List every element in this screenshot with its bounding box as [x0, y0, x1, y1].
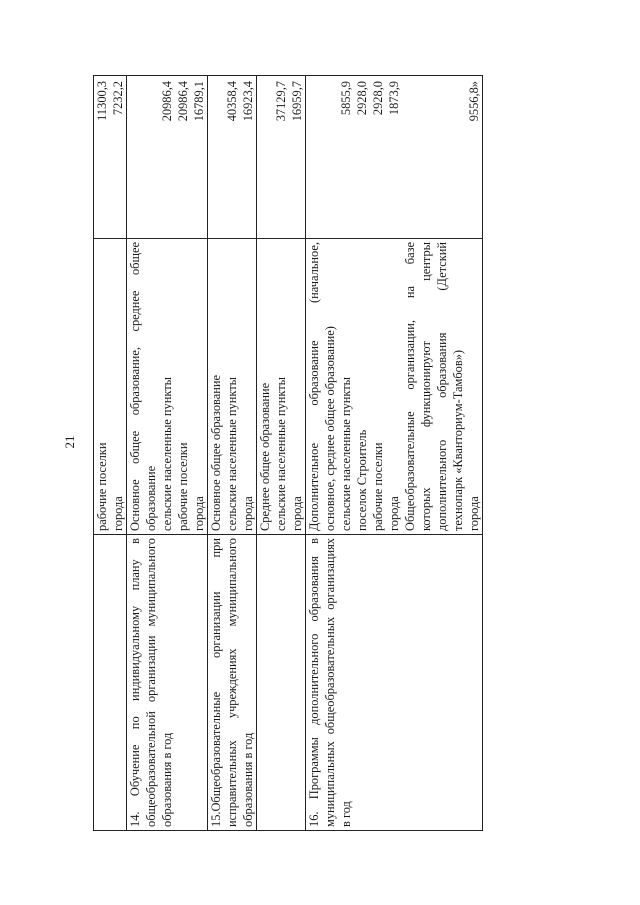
indicator-cell [208, 535, 257, 831]
text-line: 14. Обучение по индивидуальному плану в [128, 538, 142, 827]
text-line: города [290, 496, 304, 531]
category-cell [306, 239, 483, 535]
value-line: 11300,3 [95, 81, 109, 121]
table-row [306, 76, 483, 831]
table-row [257, 76, 306, 831]
value-cell [306, 76, 483, 239]
rotated-table-container [93, 76, 480, 831]
value-line [143, 79, 159, 235]
indicator-cell [127, 535, 208, 831]
indicator-cell [257, 535, 306, 831]
value-line: 16923,4 [241, 81, 255, 122]
text-line: образования в год [241, 732, 255, 827]
text-line: рабочие поселки [176, 442, 190, 531]
table-row [94, 76, 127, 831]
text-line: города [467, 496, 481, 531]
text-line: города [387, 496, 401, 531]
value-line [450, 79, 466, 235]
value-line [322, 79, 338, 235]
text-line: города [241, 496, 255, 531]
text-line: 16. Программы дополнительного образования в [307, 538, 321, 827]
text-line: рабочие поселки [95, 442, 109, 531]
text-line: в год [339, 801, 353, 827]
text-line: дополнительного образования (Детский [435, 242, 449, 531]
value-line: 40358,4 [225, 81, 239, 122]
value-line: 20986,4 [160, 81, 174, 122]
text-line: 15.Общеобразовательные организации при [209, 538, 223, 827]
value-line: 7232,2 [111, 81, 125, 116]
value-line [208, 79, 224, 235]
value-line: 20986,4 [176, 81, 190, 122]
category-cell [257, 239, 306, 535]
text-line: сельские населенные пункты [339, 377, 353, 531]
value-cell [127, 76, 208, 239]
value-cell [94, 76, 127, 239]
tariff-table [93, 75, 483, 831]
text-line: Общеобразовательные организации, на базе [403, 242, 417, 531]
value-line [418, 79, 434, 235]
value-cell [208, 76, 257, 239]
value-line: 9556,8» [467, 81, 481, 122]
value-line: 37129,7 [274, 81, 288, 122]
text-line: которых функционируют центры [419, 242, 433, 531]
value-line: 16789,1 [192, 81, 206, 122]
value-line [434, 79, 450, 235]
value-line [402, 79, 418, 235]
text-line: Основное общее образование, среднее общее [128, 242, 142, 531]
text-line: образования в год [160, 732, 174, 827]
text-line: общеобразовательной организации муниципального [144, 538, 158, 827]
value-line: 2928,0 [371, 81, 385, 116]
category-cell [127, 239, 208, 535]
indicator-cell [306, 535, 483, 831]
text-line: поселок Строитель [355, 429, 369, 531]
value-line [257, 79, 273, 235]
text-line: сельские населенные пункты [225, 377, 239, 531]
text-line: Дополнительное образование (начальное, [307, 242, 321, 531]
text-line: сельские населенные пункты [274, 377, 288, 531]
text-line: исправительных учреждениях муниципального [225, 538, 239, 827]
text-line: рабочие поселки [371, 442, 385, 531]
category-cell [208, 239, 257, 535]
text-line: Основное общее образование [209, 375, 223, 531]
value-line [127, 79, 143, 235]
text-line: основное, среднее общее образование) [323, 326, 337, 531]
table-row [127, 76, 208, 831]
table-row [208, 76, 257, 831]
text-line: Среднее общее образование [258, 382, 272, 531]
value-line: 5855,9 [339, 81, 353, 116]
text-line: технопарк «Кванториум-Тамбов») [451, 349, 465, 531]
value-line [306, 79, 322, 235]
text-line: сельские населенные пункты [160, 377, 174, 531]
text-line: муниципальных общеобразовательных организациях [323, 538, 337, 827]
page-number: 21 [62, 435, 77, 449]
value-line: 16959,7 [290, 81, 304, 122]
value-cell [257, 76, 306, 239]
category-cell [94, 239, 127, 535]
text-line: образование [144, 465, 158, 531]
indicator-cell [94, 535, 127, 831]
text-line: города [111, 496, 125, 531]
text-line: города [192, 496, 206, 531]
value-line: 1873,9 [387, 81, 401, 116]
value-line: 2928,0 [355, 81, 369, 116]
